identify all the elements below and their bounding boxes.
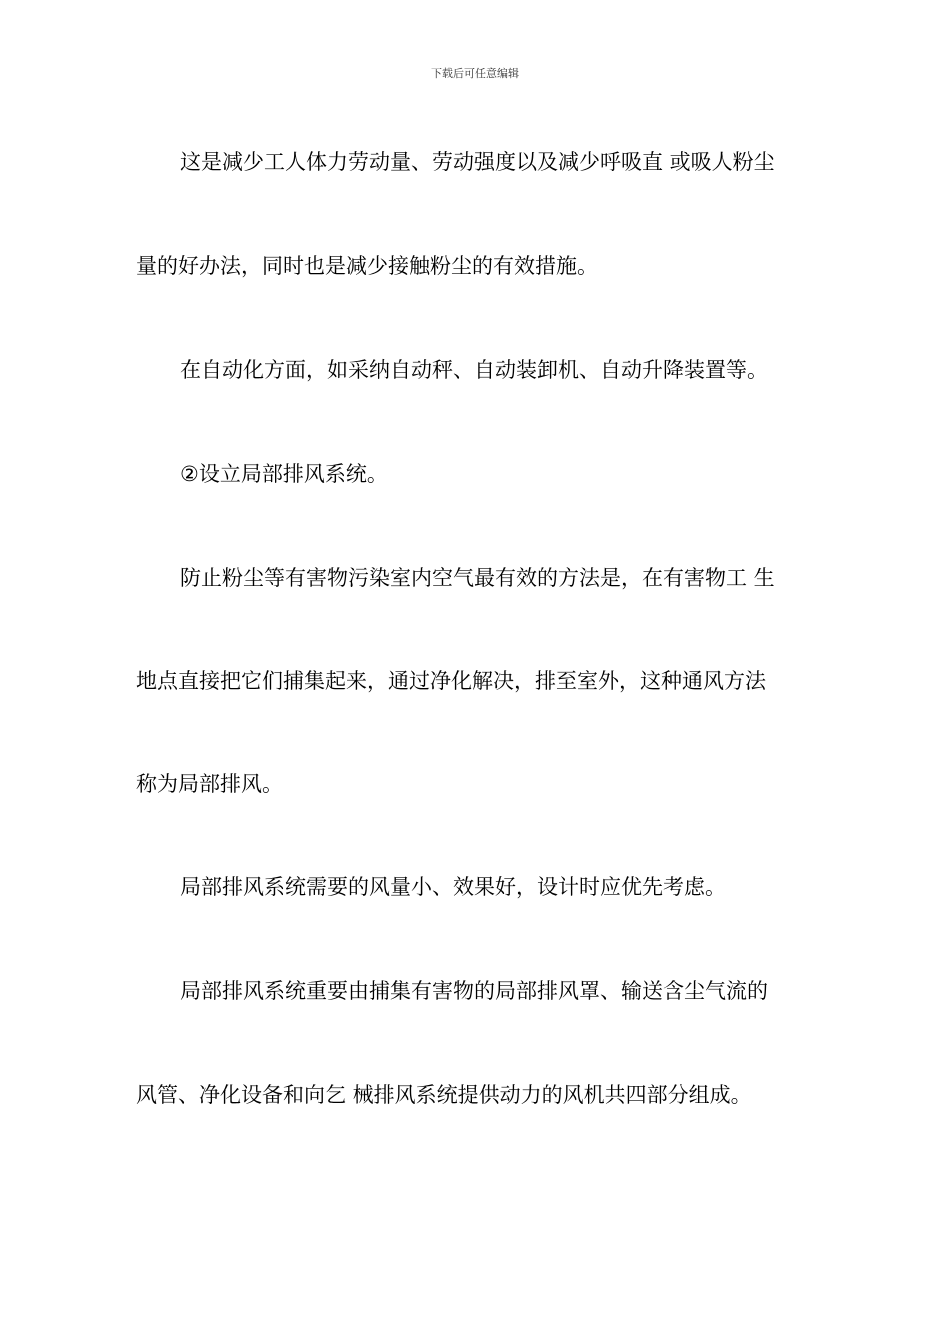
paragraph-line: 在自动化方面，如采纳自动秤、自动装卸机、自动升降装置等。 <box>180 358 768 382</box>
paragraph-line: 防止粉尘等有害物污染室内空气最有效的方法是，在有害物工 生 <box>180 566 775 590</box>
paragraph-line: 称为局部排风。 <box>136 772 283 796</box>
paragraph-line: 这是减少工人体力劳动量、劳动强度以及减少呼吸直 或吸人粉尘 <box>180 150 775 174</box>
paragraph-line: 风管、净化设备和向乞 械排风系统提供动力的风机共四部分组成。 <box>136 1083 752 1107</box>
paragraph-line: 地点直接把它们捕集起来，通过净化解决，排至室外，这种通风方法 <box>136 669 766 693</box>
page-header: 下载后可任意编辑 <box>431 67 519 80</box>
paragraph-line: 量的好办法，同时也是减少接触粉尘的有效措施。 <box>136 254 598 278</box>
paragraph-line: 局部排风系统需要的风量小、效果好，设计时应优先考虑。 <box>180 875 726 899</box>
paragraph-line: 局部排风系统重要由捕集有害物的局部排风罩、输送含尘气流的 <box>180 979 768 1003</box>
paragraph-line: ②设立局部排风系统。 <box>180 462 388 486</box>
